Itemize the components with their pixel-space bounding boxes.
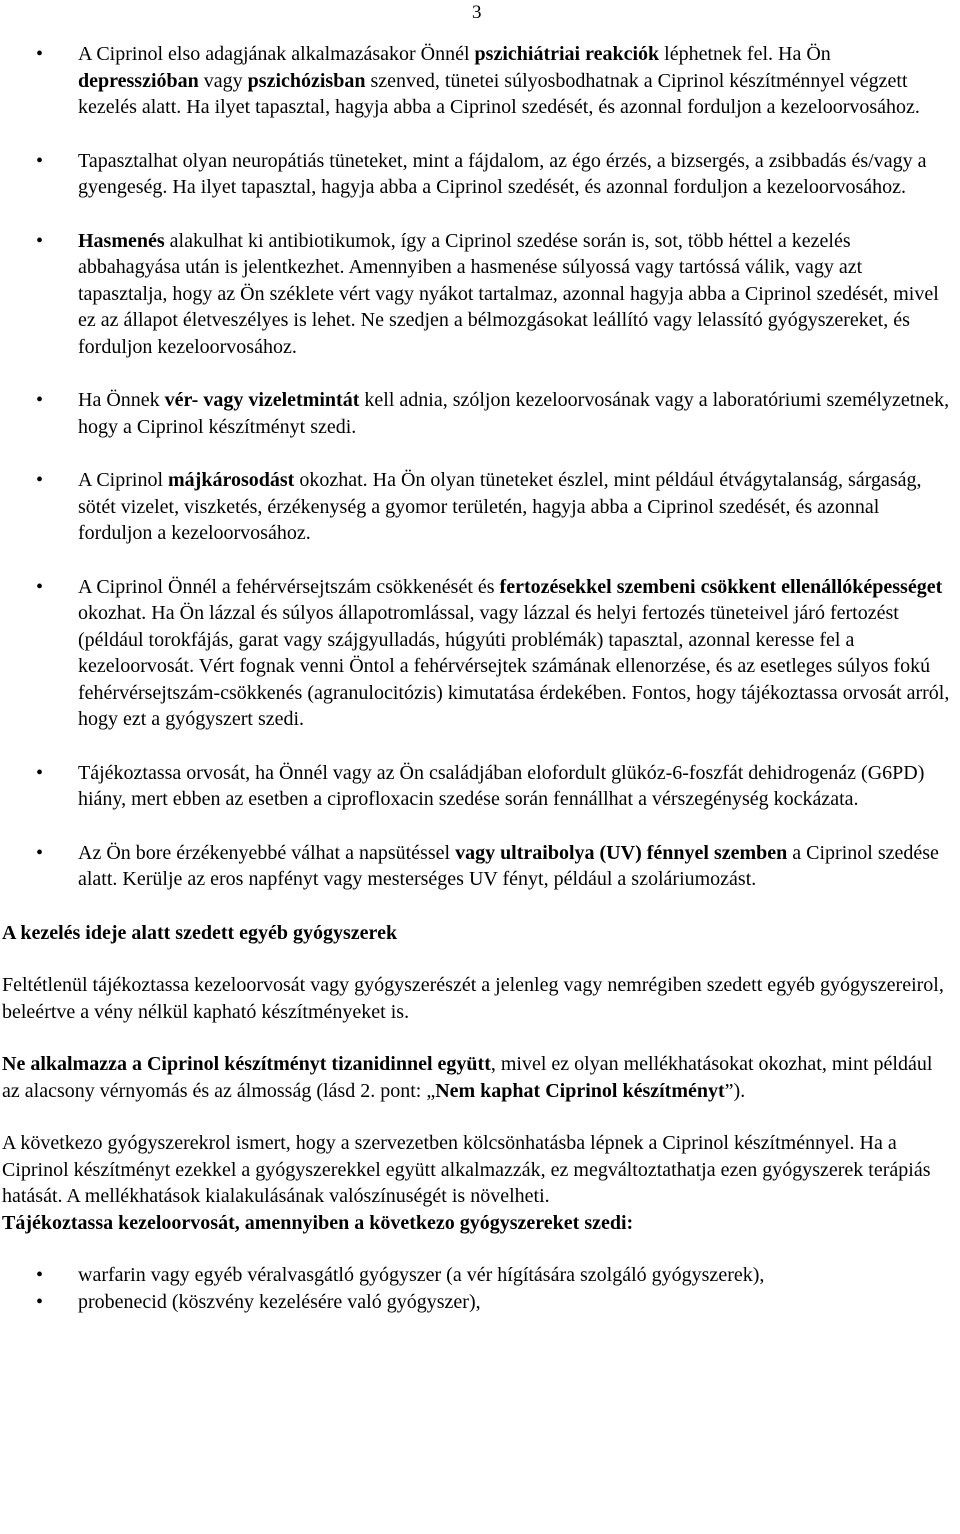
- text-run: léphetnek fel. Ha Ön: [659, 43, 831, 65]
- text-run: Az Ön bore érzékenyebbé válhat a napsütéssel: [78, 841, 456, 864]
- body-paragraph: [2, 1130, 954, 1210]
- warning-item: [2, 467, 954, 547]
- drug-list-item: • probenecid (köszvény kezelésére való gyógyszer),: [2, 1289, 954, 1316]
- text-run: Tapasztalhat olyan neuropátiás tüneteket, mint a fájdalom, az égo érzés, a bizsergés, a zsibbadás és/vagy a gyengeség. Ha ilyet tapasztal, hagyja abba a Ciprinol szedését, és azonnal forduljon a kezeloorvosához.: [78, 149, 927, 198]
- bold-text: vér- vagy vizeletmintát: [164, 389, 360, 411]
- text-run: vagy: [198, 69, 248, 92]
- inform-doctor-heading: Tájékoztassa kezeloorvosát, amennyiben a következo gyógyszereket szedi:: [2, 1211, 634, 1234]
- bold-text: vagy ultraibolya (UV) fénnyel szemben: [455, 841, 788, 864]
- text-run: A következo gyógyszerekrol ismert, hogy a szervezetben kölcsönhatásba lépnek a Ciprinol készítménnyel. Ha a Ciprinol készítményt ezekkel a gyógyszerekkel együtt alkalmazzák, ez megváltoztathatja ezen gyógyszerek terápiás hatását. A mellékhatások kialakulásának valószínuségét is növelheti.: [2, 1132, 931, 1207]
- text-run: Feltétlenül tájékoztassa kezeloorvosát vagy gyógyszerészét a jelenleg vagy nemrégiben szedett egyéb gyógyszereirol, beleértve a vény nélkül kapható készítményeket is.: [2, 974, 944, 1023]
- bold-text: Hasmenés: [78, 229, 165, 252]
- bold-text: Nem kaphat Ciprinol készítményt: [435, 1079, 725, 1102]
- warning-item: [2, 41, 954, 121]
- document-body: [2, 41, 954, 1315]
- warning-item: [2, 387, 954, 440]
- bold-text: pszichózisban: [247, 69, 366, 92]
- bold-text: depresszióban: [78, 69, 199, 92]
- text-run: Ha Önnek: [78, 389, 165, 411]
- text-run: kell adnia, szóljon kezeloorvosának vagy a laboratóriumi személyzetnek, hogy a Ciprinol készítményt szedi.: [78, 389, 950, 438]
- body-paragraph: [2, 972, 954, 1025]
- section-heading-other-medicines: A kezelés ideje alatt szedett egyéb gyógyszerek: [2, 921, 398, 944]
- text-run: A Ciprinol: [78, 469, 169, 491]
- body-paragraph: [2, 1051, 954, 1104]
- warning-item: [2, 840, 954, 893]
- bold-text: pszichiátriai reakciók: [474, 43, 660, 65]
- warning-item: [2, 228, 954, 361]
- text-run: szenved, tünetei súlyosbodhatnak a Ciprinol készítménnyel végzett kezelés alatt. Ha ilyet tapasztal, hagyja abba a Ciprinol szedését, és azonnal forduljon a kezeloorvosához.: [78, 69, 920, 118]
- warning-item: [2, 574, 954, 733]
- text-run: Tájékoztassa orvosát, ha Önnél vagy az Ön családjában elofordult glükóz-6-foszfát dehidrogenáz (G6PD) hiány, mert ebben az esetben a ciprofloxacin szedése során fennállhat a vérszegénység kockázata.: [78, 761, 925, 810]
- text-run: okozhat. Ha Ön lázzal és súlyos állapotromlással, vagy lázzal és helyi fertozés tüneteivel járó fertozést (például torokfájás, garat vagy szájgyulladás, húgyúti problémák) tapasztal, azonnal keresse fel a kezeloorvosát. Vért fognak venni Öntol a fehérvérsejtek számának ellenorzése, és az esetleges súlyos fokú fehérvérsejtszám-csökkenés (agranulocitózis) kimutatása érdekében. Fontos, hogy tájékoztassa orvosát arról, hogy ezt a gyógyszert szedi.: [78, 602, 950, 730]
- drug-list-item: • warfarin vagy egyéb véralvasgátló gyógyszer (a vér hígítására szolgáló gyógyszerek),: [2, 1262, 954, 1289]
- bold-text: Ne alkalmazza a Ciprinol készítményt tizanidinnel együtt: [2, 1053, 491, 1075]
- text-run: A Ciprinol Önnél a fehérvérsejtszám csökkenését és: [78, 575, 500, 598]
- text-run: alakulhat ki antibiotikumok, így a Ciprinol szedése során is, sot, több héttel a kezelés abbahagyása után is jelentkezhet. Amennyiben a hasmenése súlyossá vagy tartóssá válik, vagy azt tapasztalja, hogy az Ön széklete vért vagy nyákot tartalmaz, azonnal hagyja abba a Ciprinol szedését, mivel ez az állapot életveszélyes is lehet. Ne szedjen a bélmozgásokat leállító vagy lelassító gyógyszereket, és forduljon kezeloorvosához.: [78, 229, 939, 358]
- text-run: A Ciprinol elso adagjának alkalmazásakor Önnél: [78, 43, 475, 65]
- text-run: , mivel ez olyan mellékhatásokat okozhat, mint például az alacsony vérnyomás és az álmosság (lásd 2. pont: „: [2, 1053, 933, 1102]
- text-run: a Ciprinol szedése alatt. Kerülje az eros napfényt vagy mesterséges UV fényt, például a szoláriumozást.: [78, 841, 939, 890]
- page-number: 3: [472, 2, 482, 23]
- drug-list: [2, 1262, 954, 1315]
- warning-item: [2, 148, 954, 201]
- text-run: okozhat. Ha Ön olyan tüneteket észlel, mint például étvágytalanság, sárgaság, sötét vizelet, viszketés, érzékenység a gyomor területén, hagyja abba a Ciprinol szedését, és azonnal forduljon a kezeloorvosához.: [78, 469, 922, 544]
- text-run: ”).: [724, 1079, 746, 1102]
- paragraph-group: [2, 972, 954, 1210]
- warning-item: [2, 760, 954, 813]
- bold-text: májkárosodást: [168, 469, 295, 491]
- warning-list: [2, 41, 954, 893]
- bold-text: fertozésekkel szembeni csökkent ellenállóképességet: [499, 575, 943, 598]
